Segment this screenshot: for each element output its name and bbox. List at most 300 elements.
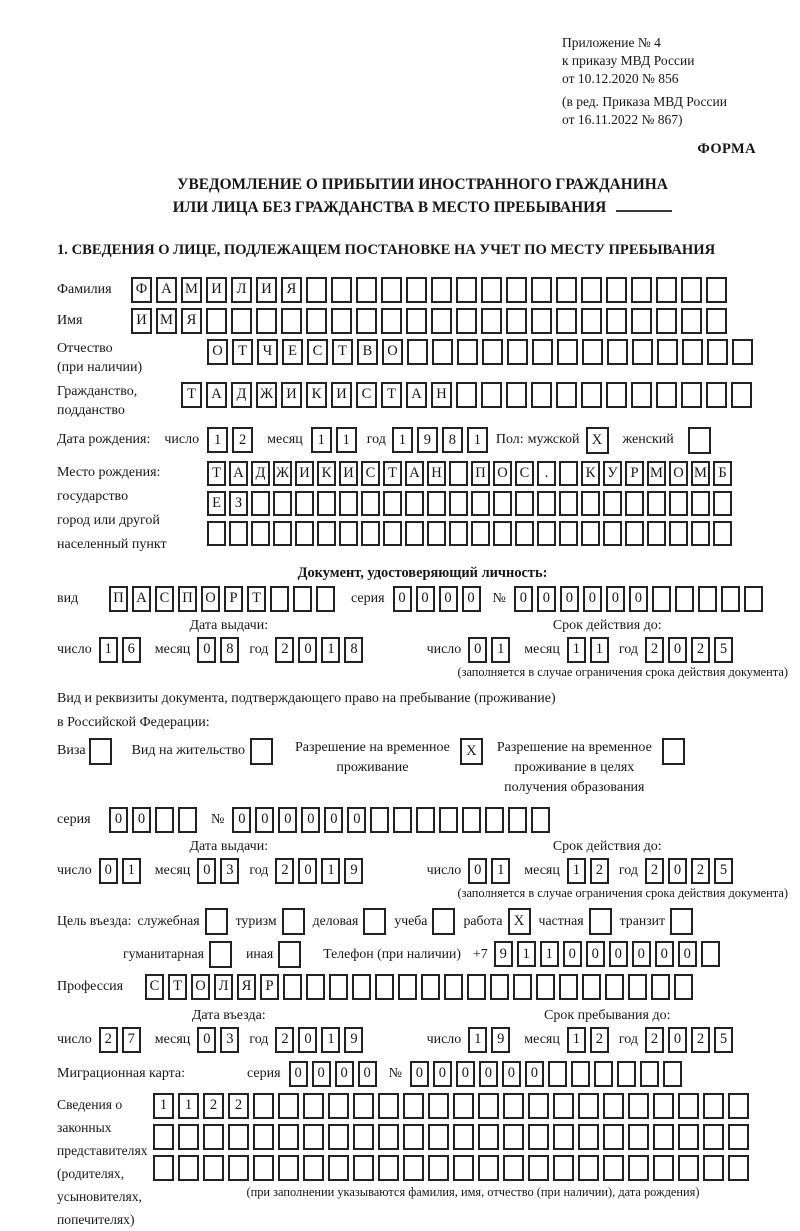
char-cell[interactable] (503, 1155, 524, 1181)
char-cell[interactable]: П (471, 461, 490, 486)
char-cell[interactable]: 1 (567, 1027, 586, 1053)
purpose-other-checkbox[interactable] (278, 941, 301, 968)
char-cell[interactable] (462, 807, 481, 833)
char-cell[interactable]: 0 (132, 807, 151, 833)
char-cell[interactable] (485, 807, 504, 833)
char-cell[interactable]: 0 (632, 941, 651, 967)
char-cell[interactable] (582, 974, 601, 1000)
char-cell[interactable] (331, 308, 352, 334)
char-cell[interactable] (508, 807, 527, 833)
char-cell[interactable]: Ф (131, 277, 152, 303)
char-cell[interactable]: 2 (590, 858, 609, 884)
char-cell[interactable]: С (155, 586, 174, 612)
char-cell[interactable] (625, 521, 644, 546)
char-cell[interactable] (559, 521, 578, 546)
char-cell[interactable] (203, 1124, 224, 1150)
char-cell[interactable] (606, 277, 627, 303)
char-cell[interactable] (428, 1155, 449, 1181)
char-cell[interactable]: 0 (586, 941, 605, 967)
char-cell[interactable] (361, 491, 380, 516)
char-cell[interactable]: 9 (344, 1027, 363, 1053)
char-cell[interactable] (467, 974, 486, 1000)
char-cell[interactable]: 0 (537, 586, 556, 612)
char-cell[interactable]: 1 (321, 858, 340, 884)
char-cell[interactable] (506, 308, 527, 334)
char-cell[interactable]: 7 (122, 1027, 141, 1053)
char-cell[interactable] (675, 586, 694, 612)
char-cell[interactable]: 0 (456, 1061, 475, 1087)
char-cell[interactable]: Ж (273, 461, 292, 486)
char-cell[interactable] (317, 521, 336, 546)
char-cell[interactable] (657, 339, 678, 365)
char-cell[interactable]: В (357, 339, 378, 365)
gender-male-checkbox[interactable]: X (586, 427, 609, 454)
char-cell[interactable] (640, 1061, 659, 1087)
char-cell[interactable] (603, 1124, 624, 1150)
char-cell[interactable] (647, 491, 666, 516)
char-cell[interactable] (353, 1093, 374, 1119)
char-cell[interactable] (251, 521, 270, 546)
char-cell[interactable]: А (206, 382, 227, 408)
char-cell[interactable]: 0 (335, 1061, 354, 1087)
char-cell[interactable]: 1 (122, 858, 141, 884)
char-cell[interactable] (582, 339, 603, 365)
char-cell[interactable] (278, 1093, 299, 1119)
char-cell[interactable] (703, 1124, 724, 1150)
char-cell[interactable]: 0 (439, 586, 458, 612)
char-cell[interactable] (628, 974, 647, 1000)
char-cell[interactable] (513, 974, 532, 1000)
char-cell[interactable]: 1 (321, 1027, 340, 1053)
char-cell[interactable] (478, 1155, 499, 1181)
char-cell[interactable]: 0 (668, 1027, 687, 1053)
char-cell[interactable]: 2 (275, 637, 294, 663)
char-cell[interactable] (303, 1124, 324, 1150)
edu-permit-checkbox[interactable] (662, 738, 685, 765)
char-cell[interactable] (303, 1155, 324, 1181)
char-cell[interactable] (721, 586, 740, 612)
char-cell[interactable] (732, 339, 753, 365)
char-cell[interactable] (706, 308, 727, 334)
char-cell[interactable] (431, 277, 452, 303)
char-cell[interactable] (515, 521, 534, 546)
char-cell[interactable] (427, 521, 446, 546)
char-cell[interactable]: 5 (714, 637, 733, 663)
char-cell[interactable]: 1 (491, 637, 510, 663)
char-cell[interactable] (317, 491, 336, 516)
char-cell[interactable] (356, 308, 377, 334)
char-cell[interactable]: 3 (220, 858, 239, 884)
char-cell[interactable]: М (181, 277, 202, 303)
char-cell[interactable]: С (515, 461, 534, 486)
char-cell[interactable] (581, 521, 600, 546)
char-cell[interactable] (678, 1155, 699, 1181)
char-cell[interactable] (421, 974, 440, 1000)
char-cell[interactable] (295, 491, 314, 516)
char-cell[interactable] (632, 339, 653, 365)
char-cell[interactable]: 0 (109, 807, 128, 833)
char-cell[interactable]: 0 (410, 1061, 429, 1087)
char-cell[interactable] (559, 461, 578, 486)
char-cell[interactable]: 9 (344, 858, 363, 884)
char-cell[interactable] (375, 974, 394, 1000)
char-cell[interactable] (536, 974, 555, 1000)
char-cell[interactable] (439, 807, 458, 833)
char-cell[interactable]: 1 (590, 637, 609, 663)
purpose-official-checkbox[interactable] (205, 908, 228, 935)
char-cell[interactable]: 8 (220, 637, 239, 663)
char-cell[interactable]: 0 (347, 807, 366, 833)
char-cell[interactable]: И (331, 382, 352, 408)
char-cell[interactable]: 0 (479, 1061, 498, 1087)
purpose-study-checkbox[interactable] (432, 908, 455, 935)
char-cell[interactable]: С (307, 339, 328, 365)
char-cell[interactable] (651, 974, 670, 1000)
char-cell[interactable] (251, 491, 270, 516)
char-cell[interactable]: 0 (678, 941, 697, 967)
char-cell[interactable] (406, 277, 427, 303)
char-cell[interactable] (674, 974, 693, 1000)
char-cell[interactable] (416, 807, 435, 833)
char-cell[interactable]: Т (247, 586, 266, 612)
char-cell[interactable]: 8 (344, 637, 363, 663)
char-cell[interactable]: У (603, 461, 622, 486)
char-cell[interactable] (331, 277, 352, 303)
char-cell[interactable] (698, 586, 717, 612)
char-cell[interactable]: А (156, 277, 177, 303)
char-cell[interactable]: 1 (467, 427, 488, 453)
char-cell[interactable] (481, 382, 502, 408)
char-cell[interactable] (528, 1155, 549, 1181)
char-cell[interactable] (471, 521, 490, 546)
char-cell[interactable] (406, 308, 427, 334)
char-cell[interactable] (383, 521, 402, 546)
char-cell[interactable]: К (317, 461, 336, 486)
char-cell[interactable] (178, 1124, 199, 1150)
char-cell[interactable]: Р (224, 586, 243, 612)
char-cell[interactable] (444, 974, 463, 1000)
char-cell[interactable]: Д (231, 382, 252, 408)
char-cell[interactable]: Р (260, 974, 279, 1000)
char-cell[interactable] (713, 491, 732, 516)
char-cell[interactable] (606, 382, 627, 408)
char-cell[interactable] (407, 339, 428, 365)
char-cell[interactable]: 1 (321, 637, 340, 663)
char-cell[interactable]: А (406, 382, 427, 408)
char-cell[interactable]: С (356, 382, 377, 408)
char-cell[interactable] (328, 1124, 349, 1150)
char-cell[interactable]: Л (214, 974, 233, 1000)
char-cell[interactable]: О (669, 461, 688, 486)
char-cell[interactable] (548, 1061, 567, 1087)
char-cell[interactable]: 1 (392, 427, 413, 453)
char-cell[interactable]: 2 (232, 427, 253, 453)
char-cell[interactable]: 1 (468, 1027, 487, 1053)
char-cell[interactable]: 0 (668, 858, 687, 884)
char-cell[interactable]: 0 (416, 586, 435, 612)
char-cell[interactable]: 1 (540, 941, 559, 967)
char-cell[interactable]: 0 (298, 637, 317, 663)
char-cell[interactable] (528, 1093, 549, 1119)
char-cell[interactable] (228, 1155, 249, 1181)
char-cell[interactable] (603, 521, 622, 546)
char-cell[interactable] (503, 1124, 524, 1150)
char-cell[interactable] (352, 974, 371, 1000)
char-cell[interactable] (428, 1124, 449, 1150)
char-cell[interactable]: А (405, 461, 424, 486)
char-cell[interactable] (378, 1124, 399, 1150)
purpose-tourism-checkbox[interactable] (282, 908, 305, 935)
purpose-humanitarian-checkbox[interactable] (209, 941, 232, 968)
char-cell[interactable]: 0 (609, 941, 628, 967)
char-cell[interactable]: 0 (563, 941, 582, 967)
char-cell[interactable]: 2 (590, 1027, 609, 1053)
char-cell[interactable] (628, 1155, 649, 1181)
char-cell[interactable]: 0 (655, 941, 674, 967)
char-cell[interactable]: 1 (567, 858, 586, 884)
char-cell[interactable] (328, 1093, 349, 1119)
char-cell[interactable] (456, 382, 477, 408)
char-cell[interactable] (273, 521, 292, 546)
char-cell[interactable] (293, 586, 312, 612)
purpose-work-checkbox[interactable]: X (508, 908, 531, 935)
char-cell[interactable] (631, 277, 652, 303)
char-cell[interactable] (178, 807, 197, 833)
char-cell[interactable] (273, 491, 292, 516)
char-cell[interactable] (531, 382, 552, 408)
char-cell[interactable] (478, 1124, 499, 1150)
char-cell[interactable] (728, 1124, 749, 1150)
char-cell[interactable] (559, 974, 578, 1000)
char-cell[interactable]: К (581, 461, 600, 486)
char-cell[interactable] (481, 308, 502, 334)
char-cell[interactable]: 2 (691, 1027, 710, 1053)
char-cell[interactable] (303, 1093, 324, 1119)
char-cell[interactable] (663, 1061, 682, 1087)
char-cell[interactable] (603, 1093, 624, 1119)
char-cell[interactable]: 5 (714, 1027, 733, 1053)
char-cell[interactable] (328, 1155, 349, 1181)
char-cell[interactable] (453, 1093, 474, 1119)
char-cell[interactable] (728, 1093, 749, 1119)
char-cell[interactable] (625, 491, 644, 516)
char-cell[interactable]: Т (232, 339, 253, 365)
char-cell[interactable]: 2 (203, 1093, 224, 1119)
char-cell[interactable]: П (109, 586, 128, 612)
char-cell[interactable] (631, 308, 652, 334)
char-cell[interactable] (578, 1155, 599, 1181)
char-cell[interactable] (557, 339, 578, 365)
char-cell[interactable] (605, 974, 624, 1000)
char-cell[interactable] (691, 491, 710, 516)
char-cell[interactable]: 2 (691, 637, 710, 663)
char-cell[interactable] (581, 308, 602, 334)
char-cell[interactable] (356, 277, 377, 303)
char-cell[interactable]: 0 (468, 637, 487, 663)
char-cell[interactable]: С (145, 974, 164, 1000)
char-cell[interactable] (278, 1124, 299, 1150)
char-cell[interactable]: М (156, 308, 177, 334)
char-cell[interactable] (353, 1124, 374, 1150)
char-cell[interactable]: 0 (462, 586, 481, 612)
temp-permit-checkbox[interactable]: X (460, 738, 483, 765)
char-cell[interactable] (449, 461, 468, 486)
char-cell[interactable] (628, 1093, 649, 1119)
char-cell[interactable] (553, 1124, 574, 1150)
char-cell[interactable] (153, 1124, 174, 1150)
char-cell[interactable] (553, 1093, 574, 1119)
char-cell[interactable] (278, 1155, 299, 1181)
char-cell[interactable] (207, 521, 226, 546)
char-cell[interactable]: И (206, 277, 227, 303)
char-cell[interactable]: 0 (298, 858, 317, 884)
char-cell[interactable] (253, 1093, 274, 1119)
purpose-private-checkbox[interactable] (589, 908, 612, 935)
char-cell[interactable] (652, 586, 671, 612)
char-cell[interactable] (556, 308, 577, 334)
char-cell[interactable] (306, 974, 325, 1000)
char-cell[interactable]: 2 (691, 858, 710, 884)
char-cell[interactable] (353, 1155, 374, 1181)
char-cell[interactable] (403, 1124, 424, 1150)
char-cell[interactable]: 0 (298, 1027, 317, 1053)
char-cell[interactable] (381, 277, 402, 303)
char-cell[interactable] (537, 491, 556, 516)
purpose-business-checkbox[interactable] (363, 908, 386, 935)
char-cell[interactable] (669, 491, 688, 516)
char-cell[interactable]: 0 (232, 807, 251, 833)
char-cell[interactable]: 9 (417, 427, 438, 453)
char-cell[interactable]: Е (282, 339, 303, 365)
char-cell[interactable] (537, 521, 556, 546)
char-cell[interactable] (515, 491, 534, 516)
char-cell[interactable] (471, 491, 490, 516)
char-cell[interactable]: Б (713, 461, 732, 486)
char-cell[interactable] (403, 1093, 424, 1119)
char-cell[interactable] (531, 807, 550, 833)
char-cell[interactable] (556, 277, 577, 303)
char-cell[interactable]: О (493, 461, 512, 486)
char-cell[interactable]: Р (625, 461, 644, 486)
char-cell[interactable] (256, 308, 277, 334)
char-cell[interactable]: А (229, 461, 248, 486)
char-cell[interactable]: 0 (560, 586, 579, 612)
char-cell[interactable]: 0 (289, 1061, 308, 1087)
char-cell[interactable] (381, 308, 402, 334)
char-cell[interactable]: 0 (502, 1061, 521, 1087)
char-cell[interactable]: 9 (491, 1027, 510, 1053)
char-cell[interactable] (656, 382, 677, 408)
char-cell[interactable] (393, 807, 412, 833)
char-cell[interactable] (281, 308, 302, 334)
char-cell[interactable]: 2 (645, 858, 664, 884)
char-cell[interactable] (571, 1061, 590, 1087)
char-cell[interactable]: С (361, 461, 380, 486)
char-cell[interactable] (453, 1155, 474, 1181)
char-cell[interactable]: 0 (629, 586, 648, 612)
char-cell[interactable]: 0 (393, 586, 412, 612)
char-cell[interactable] (531, 308, 552, 334)
char-cell[interactable] (228, 1124, 249, 1150)
char-cell[interactable] (456, 308, 477, 334)
purpose-transit-checkbox[interactable] (670, 908, 693, 935)
char-cell[interactable] (378, 1155, 399, 1181)
char-cell[interactable]: Н (431, 382, 452, 408)
char-cell[interactable]: А (132, 586, 151, 612)
char-cell[interactable]: Е (207, 491, 226, 516)
char-cell[interactable] (403, 1155, 424, 1181)
char-cell[interactable] (556, 382, 577, 408)
char-cell[interactable] (731, 382, 752, 408)
char-cell[interactable] (449, 491, 468, 516)
char-cell[interactable]: 1 (567, 637, 586, 663)
char-cell[interactable]: 0 (358, 1061, 377, 1087)
char-cell[interactable] (706, 382, 727, 408)
char-cell[interactable]: 0 (197, 858, 216, 884)
char-cell[interactable]: 2 (275, 1027, 294, 1053)
char-cell[interactable] (706, 277, 727, 303)
visa-checkbox[interactable] (89, 738, 112, 765)
char-cell[interactable]: Т (168, 974, 187, 1000)
char-cell[interactable] (431, 308, 452, 334)
char-cell[interactable] (449, 521, 468, 546)
char-cell[interactable]: Т (181, 382, 202, 408)
char-cell[interactable] (647, 521, 666, 546)
char-cell[interactable]: И (256, 277, 277, 303)
char-cell[interactable]: Н (427, 461, 446, 486)
char-cell[interactable] (653, 1124, 674, 1150)
char-cell[interactable] (178, 1155, 199, 1181)
char-cell[interactable] (295, 521, 314, 546)
char-cell[interactable]: З (229, 491, 248, 516)
char-cell[interactable]: 1 (99, 637, 118, 663)
char-cell[interactable] (682, 339, 703, 365)
char-cell[interactable]: 1 (336, 427, 357, 453)
char-cell[interactable] (628, 1124, 649, 1150)
char-cell[interactable]: 0 (197, 1027, 216, 1053)
char-cell[interactable] (306, 277, 327, 303)
char-cell[interactable]: Т (332, 339, 353, 365)
char-cell[interactable] (206, 308, 227, 334)
char-cell[interactable]: Т (383, 461, 402, 486)
char-cell[interactable] (378, 1093, 399, 1119)
char-cell[interactable] (581, 382, 602, 408)
char-cell[interactable] (606, 308, 627, 334)
char-cell[interactable] (427, 491, 446, 516)
char-cell[interactable]: 8 (442, 427, 463, 453)
char-cell[interactable]: 9 (494, 941, 513, 967)
char-cell[interactable]: 1 (153, 1093, 174, 1119)
char-cell[interactable]: 0 (301, 807, 320, 833)
char-cell[interactable] (457, 339, 478, 365)
char-cell[interactable]: 0 (583, 586, 602, 612)
char-cell[interactable]: И (131, 308, 152, 334)
char-cell[interactable]: 0 (468, 858, 487, 884)
char-cell[interactable] (681, 277, 702, 303)
char-cell[interactable]: И (339, 461, 358, 486)
char-cell[interactable]: Ж (256, 382, 277, 408)
char-cell[interactable] (678, 1124, 699, 1150)
char-cell[interactable] (603, 1155, 624, 1181)
char-cell[interactable] (493, 491, 512, 516)
char-cell[interactable] (607, 339, 628, 365)
char-cell[interactable] (594, 1061, 613, 1087)
char-cell[interactable]: О (382, 339, 403, 365)
char-cell[interactable] (603, 491, 622, 516)
char-cell[interactable] (231, 308, 252, 334)
char-cell[interactable]: 1 (207, 427, 228, 453)
char-cell[interactable] (559, 491, 578, 516)
